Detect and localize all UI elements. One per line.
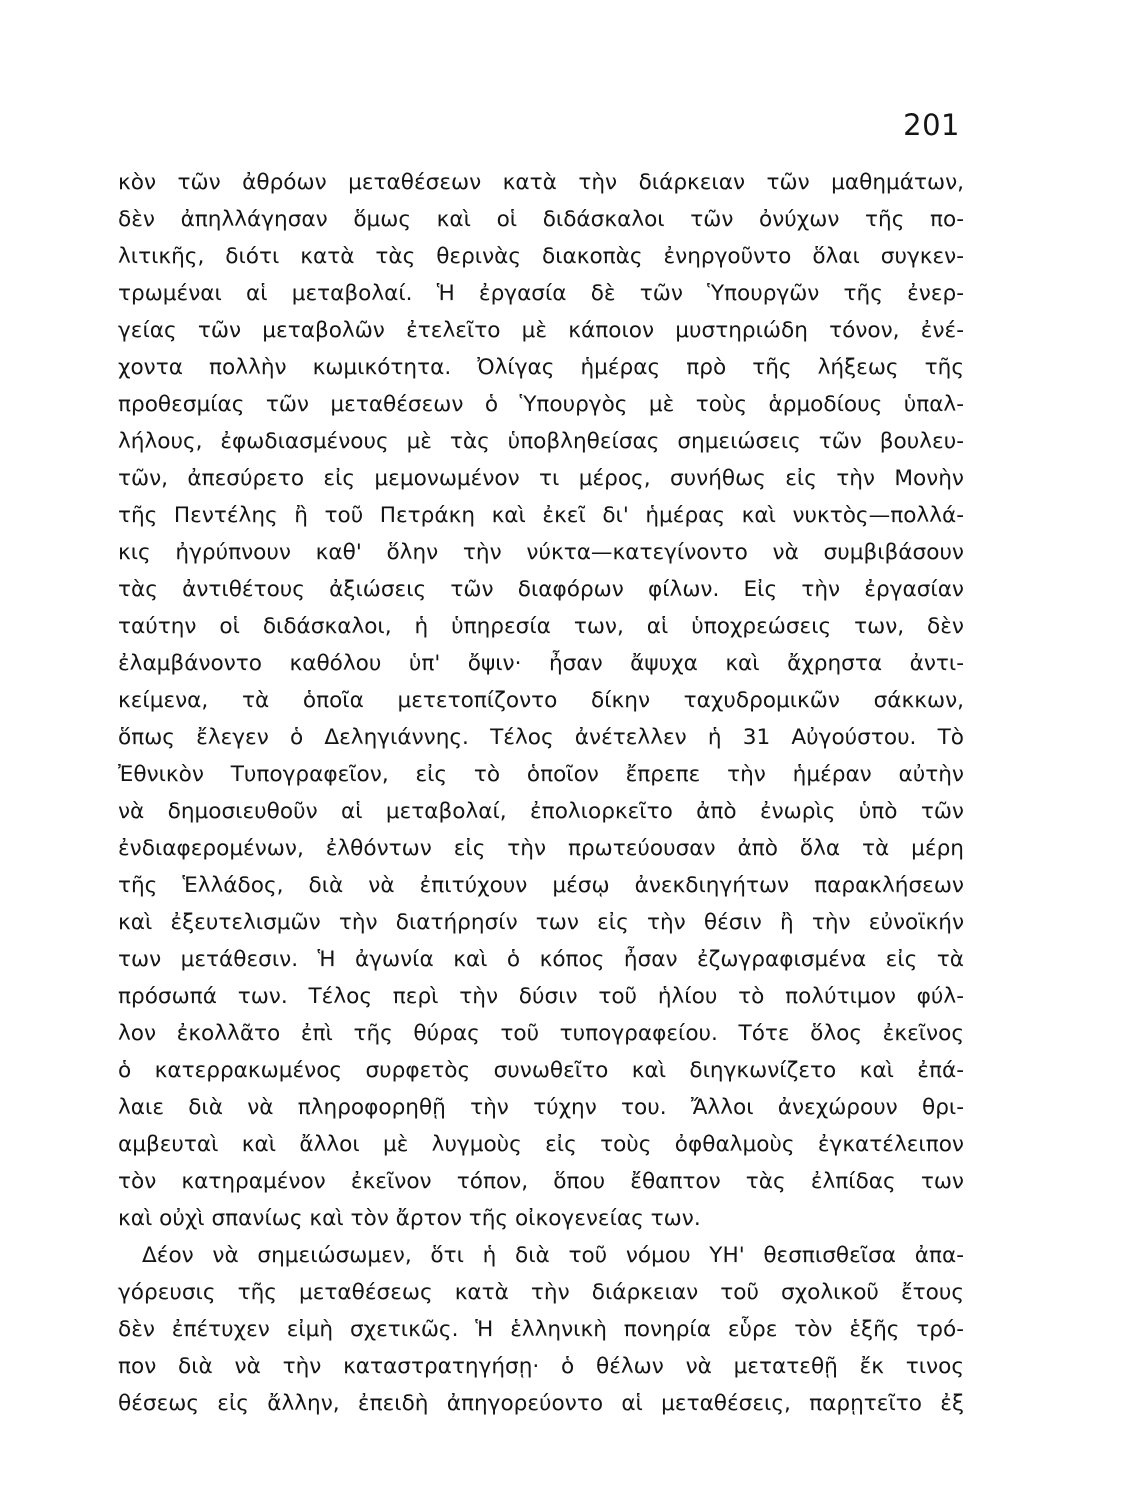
text-line: ὅπως ἔλεγεν ὁ Δεληγιάννης. Τέλος ἀνέτελλεν ἡ 31 Αὐγούστου. Τὸ xyxy=(118,725,964,750)
text-line: ταύτην οἱ διδάσκαλοι, ἡ ὑπηρεσία των, αἱ ὑποχρεώσεις των, δὲν xyxy=(118,614,964,639)
paragraph-end-line: καὶ οὐχὶ σπανίως καὶ τὸν ἄρτον τῆς οἰκογενείας των. xyxy=(118,1206,701,1231)
text-line: λον ἐκολλᾶτο ἐπὶ τῆς θύρας τοῦ τυπογραφείου. Τότε ὅλος ἐκεῖνος xyxy=(118,1021,964,1046)
text-line: τρωμέναι αἱ μεταβολαί. Ἡ ἐργασία δὲ τῶν Ὑπουργῶν τῆς ἐνερ- xyxy=(118,281,964,306)
text-line: τὰς ἀντιθέτους ἀξιώσεις τῶν διαφόρων φίλων. Εἰς τὴν ἐργασίαν xyxy=(118,577,964,602)
text-line: λήλους, ἐφωδιασμένους μὲ τὰς ὑποβληθείσας σημειώσεις τῶν βουλευ- xyxy=(118,429,964,454)
text-line: λαιε διὰ νὰ πληροφορηθῇ τὴν τύχην του. Ἄλλοι ἀνεχώρουν θρι- xyxy=(118,1095,964,1120)
text-line: πον διὰ νὰ τὴν καταστρατηγήσῃ· ὁ θέλων νὰ μετατεθῇ ἔκ τινος xyxy=(118,1354,964,1379)
text-line: Ἐθνικὸν Τυπογραφεῖον, εἰς τὸ ὁποῖον ἔπρεπε τὴν ἡμέραν αὐτὴν xyxy=(118,762,964,787)
text-line: χοντα πολλὴν κωμικότητα. Ὀλίγας ἡμέρας πρὸ τῆς λήξεως τῆς xyxy=(118,355,964,380)
text-line: κείμενα, τὰ ὁποῖα μετετοπίζοντο δίκην ταχυδρομικῶν σάκκων, xyxy=(118,688,964,713)
text-line: γείας τῶν μεταβολῶν ἐτελεῖτο μὲ κάποιον μυστηριώδη τόνον, ἐνέ- xyxy=(118,318,964,343)
text-line: κις ἠγρύπνουν καθ' ὅλην τὴν νύκτα—κατεγίνοντο νὰ συμβιβάσουν xyxy=(118,540,964,565)
text-line: τῆς Ἑλλάδος, διὰ νὰ ἐπιτύχουν μέσῳ ἀνεκδιηγήτων παρακλήσεων xyxy=(118,873,964,898)
text-line: γόρευσις τῆς μεταθέσεως κατὰ τὴν διάρκειαν τοῦ σχολικοῦ ἔτους xyxy=(118,1280,964,1305)
text-line: νὰ δημοσιευθοῦν αἱ μεταβολαί, ἐπολιορκεῖτο ἀπὸ ἐνωρὶς ὑπὸ τῶν xyxy=(118,799,964,824)
paragraph-first-line: Δέον νὰ σημειώσωμεν, ὅτι ἡ διὰ τοῦ νόμου ΥΗ' θεσπισθεῖσα ἀπα- xyxy=(142,1243,964,1268)
text-line: προθεσμίας τῶν μεταθέσεων ὁ Ὑπουργὸς μὲ τοὺς ἁρμοδίους ὑπαλ- xyxy=(118,392,964,417)
text-line: ἐλαμβάνοντο καθόλου ὑπ' ὄψιν· ἦσαν ἄψυχα καὶ ἄχρηστα ἀντι- xyxy=(118,651,964,676)
text-line: ἐνδιαφερομένων, ἐλθόντων εἰς τὴν πρωτεύουσαν ἀπὸ ὅλα τὰ μέρη xyxy=(118,836,964,861)
text-line: των μετάθεσιν. Ἡ ἀγωνία καὶ ὁ κόπος ἦσαν ἐζωγραφισμένα εἰς τὰ xyxy=(118,947,964,972)
text-line: αμβευταὶ καὶ ἄλλοι μὲ λυγμοὺς εἰς τοὺς ὀφθαλμοὺς ἐγκατέλειπον xyxy=(118,1132,964,1157)
text-line: τῆς Πεντέλης ἢ τοῦ Πετράκη καὶ ἐκεῖ δι' ἡμέρας καὶ νυκτὸς—πολλά- xyxy=(118,503,964,528)
text-line: δὲν ἀπηλλάγησαν ὅμως καὶ οἱ διδάσκαλοι τῶν ὀνύχων τῆς πο- xyxy=(118,207,964,232)
text-line: ὁ κατερρακωμένος συρφετὸς συνωθεῖτο καὶ διηγκωνίζετο καὶ ἐπά- xyxy=(118,1058,964,1083)
text-line: καὶ ἐξευτελισμῶν τὴν διατήρησίν των εἰς τὴν θέσιν ἢ τὴν εὐνοϊκήν xyxy=(118,910,964,935)
text-line: κὸν τῶν ἀθρόων μεταθέσεων κατὰ τὴν διάρκειαν τῶν μαθημάτων, xyxy=(118,170,964,195)
text-line: πρόσωπά των. Τέλος περὶ τὴν δύσιν τοῦ ἡλίου τὸ πολύτιμον φύλ- xyxy=(118,984,964,1009)
text-line: τῶν, ἀπεσύρετο εἰς μεμονωμένον τι μέρος, συνήθως εἰς τὴν Μονὴν xyxy=(118,466,964,491)
text-line: θέσεως εἰς ἄλλην, ἐπειδὴ ἀπηγορεύοντο αἱ μεταθέσεις, παρῃτεῖτο ἐξ xyxy=(118,1391,964,1416)
text-line: δὲν ἐπέτυχεν εἰμὴ σχετικῶς. Ἡ ἑλληνικὴ πονηρία εὗρε τὸν ἑξῆς τρό- xyxy=(118,1317,964,1342)
text-line: λιτικῆς, διότι κατὰ τὰς θερινὰς διακοπὰς ἐνηργοῦντο ὅλαι συγκεν- xyxy=(118,244,964,269)
page-number: 201 xyxy=(903,108,960,142)
text-line: τὸν κατηραμένον ἐκεῖνον τόπον, ὅπου ἔθαπτον τὰς ἐλπίδας των xyxy=(118,1169,964,1194)
